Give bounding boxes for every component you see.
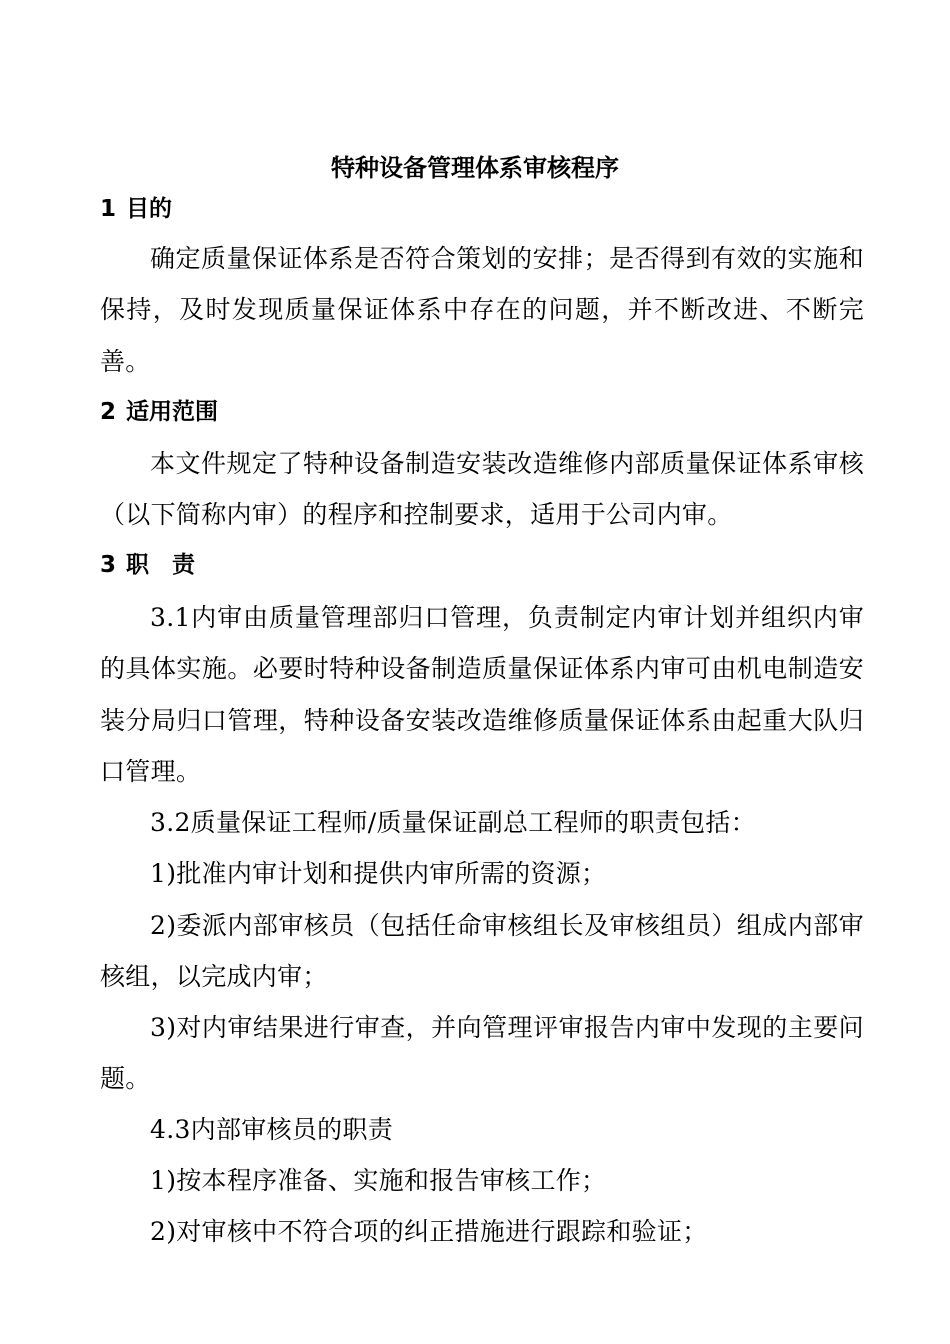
paragraph: 3.2质量保证工程师/质量保证副总工程师的职责包括： [150,808,756,837]
section-heading-responsibilities [100,547,195,583]
paragraph: 3.1内审由质量管理部归口管理，负责制定内审计划并组织内审的具体实施。必要时特种设备制造质量保证体系内审可由机电制造安装分局归口管理，特种设备安装改造维修质量保证体系由起重大队归口管理。 [100,603,864,786]
section-title: 目的 [126,196,172,222]
section-title: 适用范围 [126,399,218,425]
paragraph: 4.3内部审核员的职责 [150,1115,394,1144]
section-number: 1 [100,196,117,222]
list-item: 1)按本程序准备、实施和报告审核工作； [150,1166,607,1195]
list-item: 1)批准内审计划和提供内审所需的资源； [150,859,607,888]
section-title: 职 责 [126,552,195,578]
section-number: 2 [100,399,117,425]
list-item: 2)对审核中不符合项的纠正措施进行跟踪和验证； [150,1217,708,1246]
paragraph: 确定质量保证体系是否符合策划的安排；是否得到有效的实施和保持，及时发现质量保证体系中存在的问题，并不断改进、不断完善。 [100,244,864,376]
paragraph: 本文件规定了特种设备制造安装改造维修内部质量保证体系审核（以下简称内审）的程序和控制要求，适用于公司内审。 [100,449,864,530]
section-heading-scope [100,394,218,430]
section-heading-purpose [100,191,172,227]
document-title: 特种设备管理体系审核程序 [331,154,619,182]
section-number: 3 [100,552,117,578]
list-item: 3)对内审结果进行审查，并向管理评审报告内审中发现的主要问题。 [100,1013,864,1094]
list-item: 2)委派内部审核员（包括任命审核组长及审核组员）组成内部审核组，以完成内审； [100,911,864,992]
